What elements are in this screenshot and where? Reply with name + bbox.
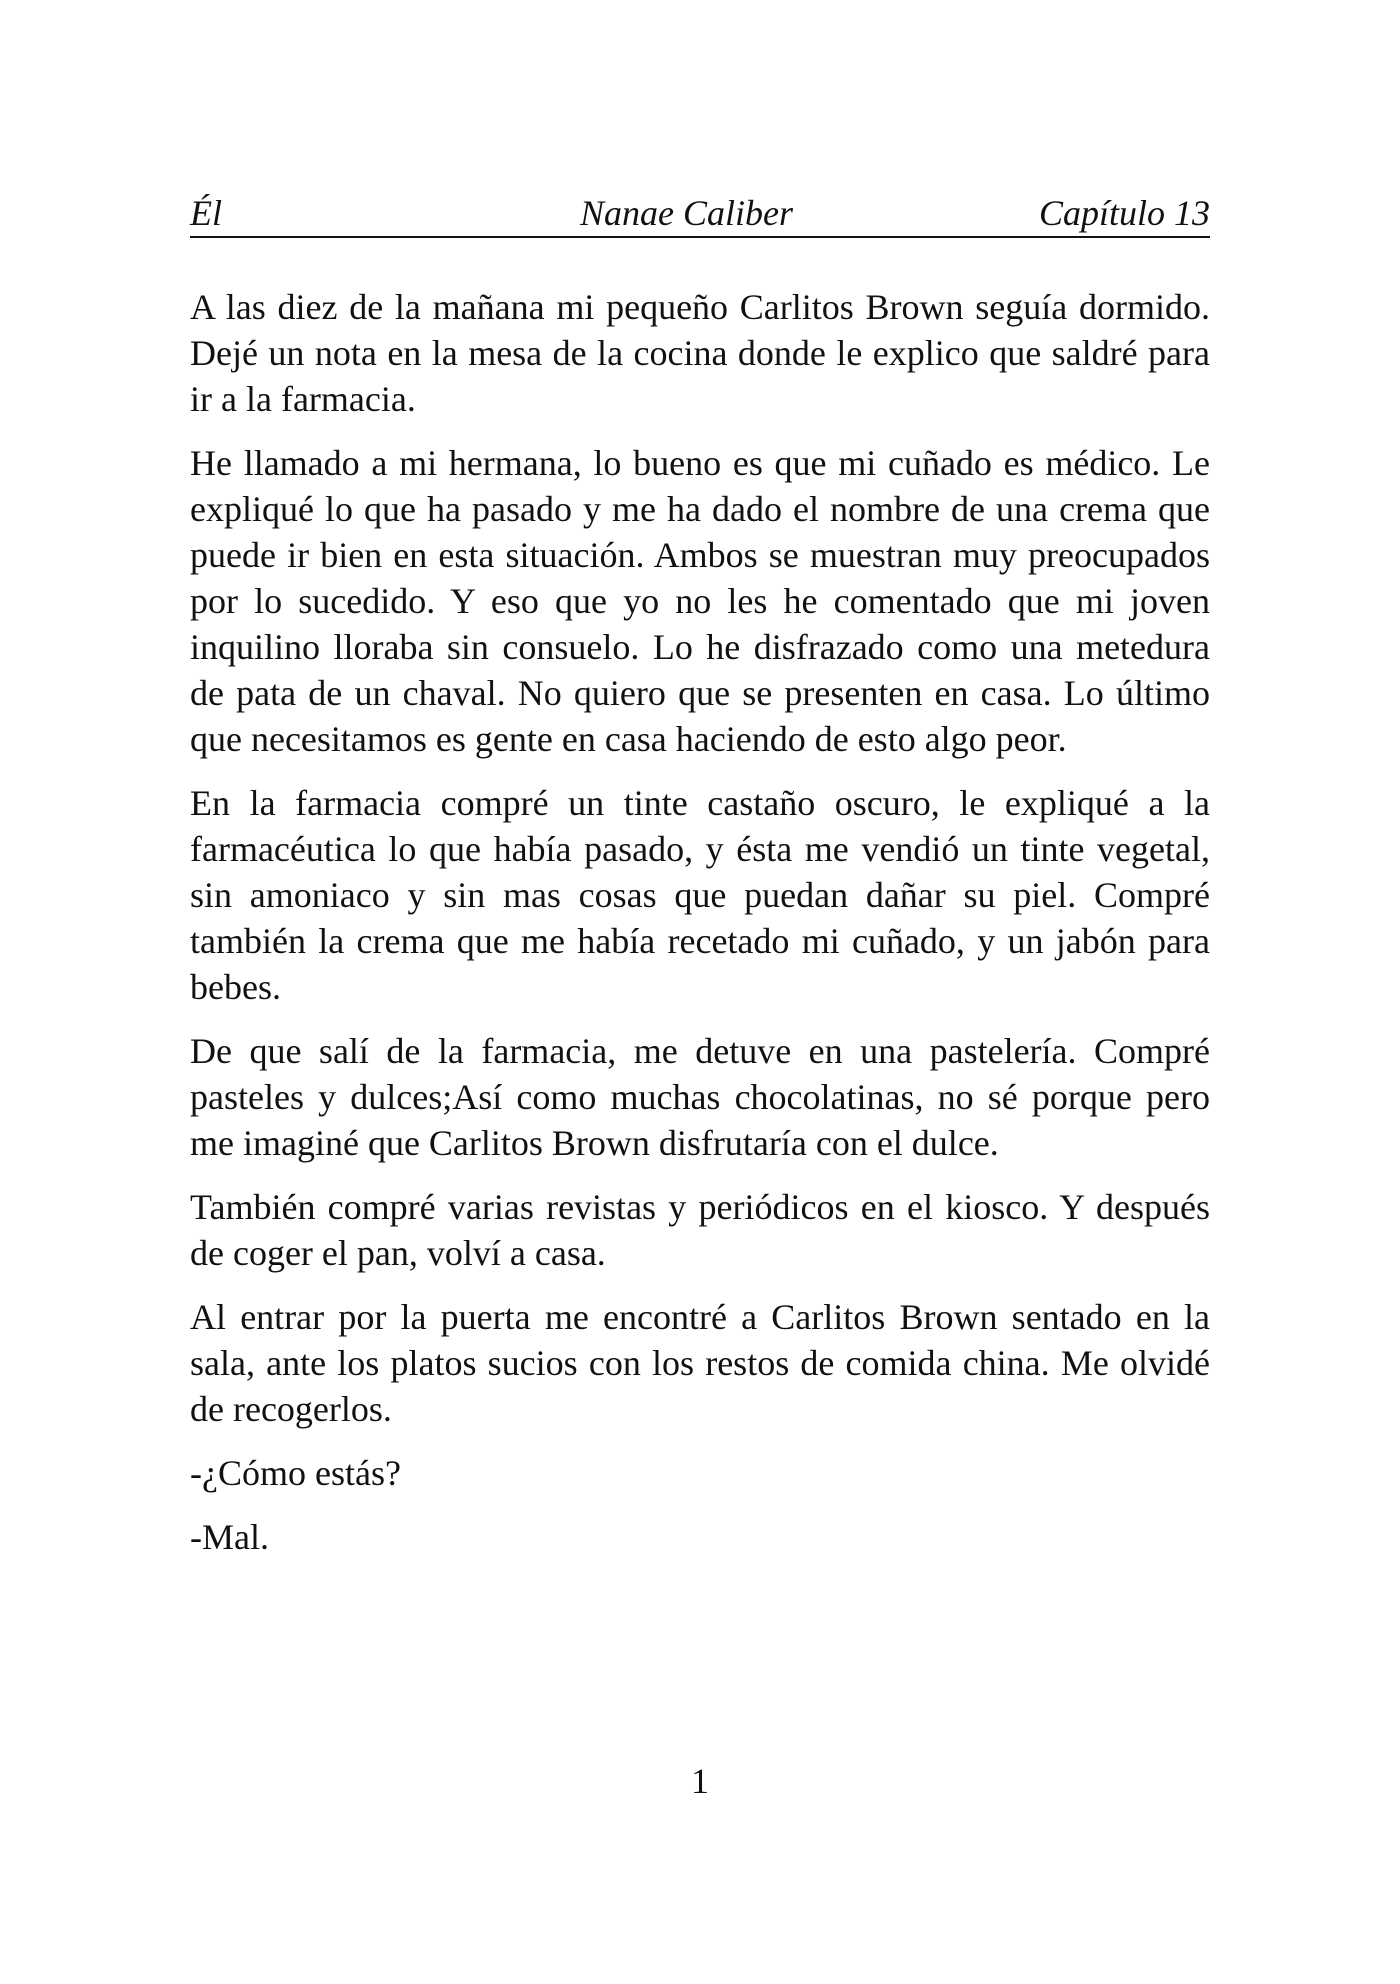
paragraph: En la farmacia compré un tinte castaño oscuro, le expliqué a la farmacéutica lo que había pasado, y ésta me vendió un tinte vegetal, sin amoniaco y sin mas cosas que puedan dañar su piel. Compré también la crema que me había recetado mi cuñado, y un jabón para bebes. [190, 783, 1210, 1007]
header-chapter: Capítulo 13 [1038, 193, 1210, 233]
header-title: Él [190, 193, 222, 233]
paragraph: A las diez de la mañana mi pequeño Carlitos Brown seguía dormido. Dejé un nota en la mesa de la cocina donde le explico que saldré para ir a la farmacia. [190, 287, 1210, 419]
running-header [190, 190, 1210, 238]
dialogue-line: -¿Cómo estás? [190, 1453, 401, 1493]
page-number: 1 [691, 1761, 709, 1801]
paragraph: Al entrar por la puerta me encontré a Carlitos Brown sentado en la sala, ante los platos sucios con los restos de comida china. Me olvidé de recogerlos. [190, 1297, 1210, 1429]
dialogue-line: -Mal. [190, 1517, 269, 1557]
paragraph: He llamado a mi hermana, lo bueno es que mi cuñado es médico. Le expliqué lo que ha pasado y me ha dado el nombre de una crema que puede ir bien en esta situación. Ambos se muestran muy preocupados por lo sucedido. Y eso que yo no les he comentado que mi joven inquilino lloraba sin consuelo. Lo he disfrazado como una metedura de pata de un chaval. No quiero que se presenten en casa. Lo último que necesitamos es gente en casa haciendo de esto algo peor. [190, 443, 1210, 759]
paragraph: También compré varias revistas y periódicos en el kiosco. Y después de coger el pan, volví a casa. [190, 1187, 1210, 1273]
header-author: Nanae Caliber [580, 193, 793, 233]
body-text [190, 284, 1210, 1578]
paragraph: De que salí de la farmacia, me detuve en una pastelería. Compré pasteles y dulces;Así como muchas chocolatinas, no sé porque pero me imaginé que Carlitos Brown disfrutaría con el dulce. [190, 1031, 1210, 1163]
